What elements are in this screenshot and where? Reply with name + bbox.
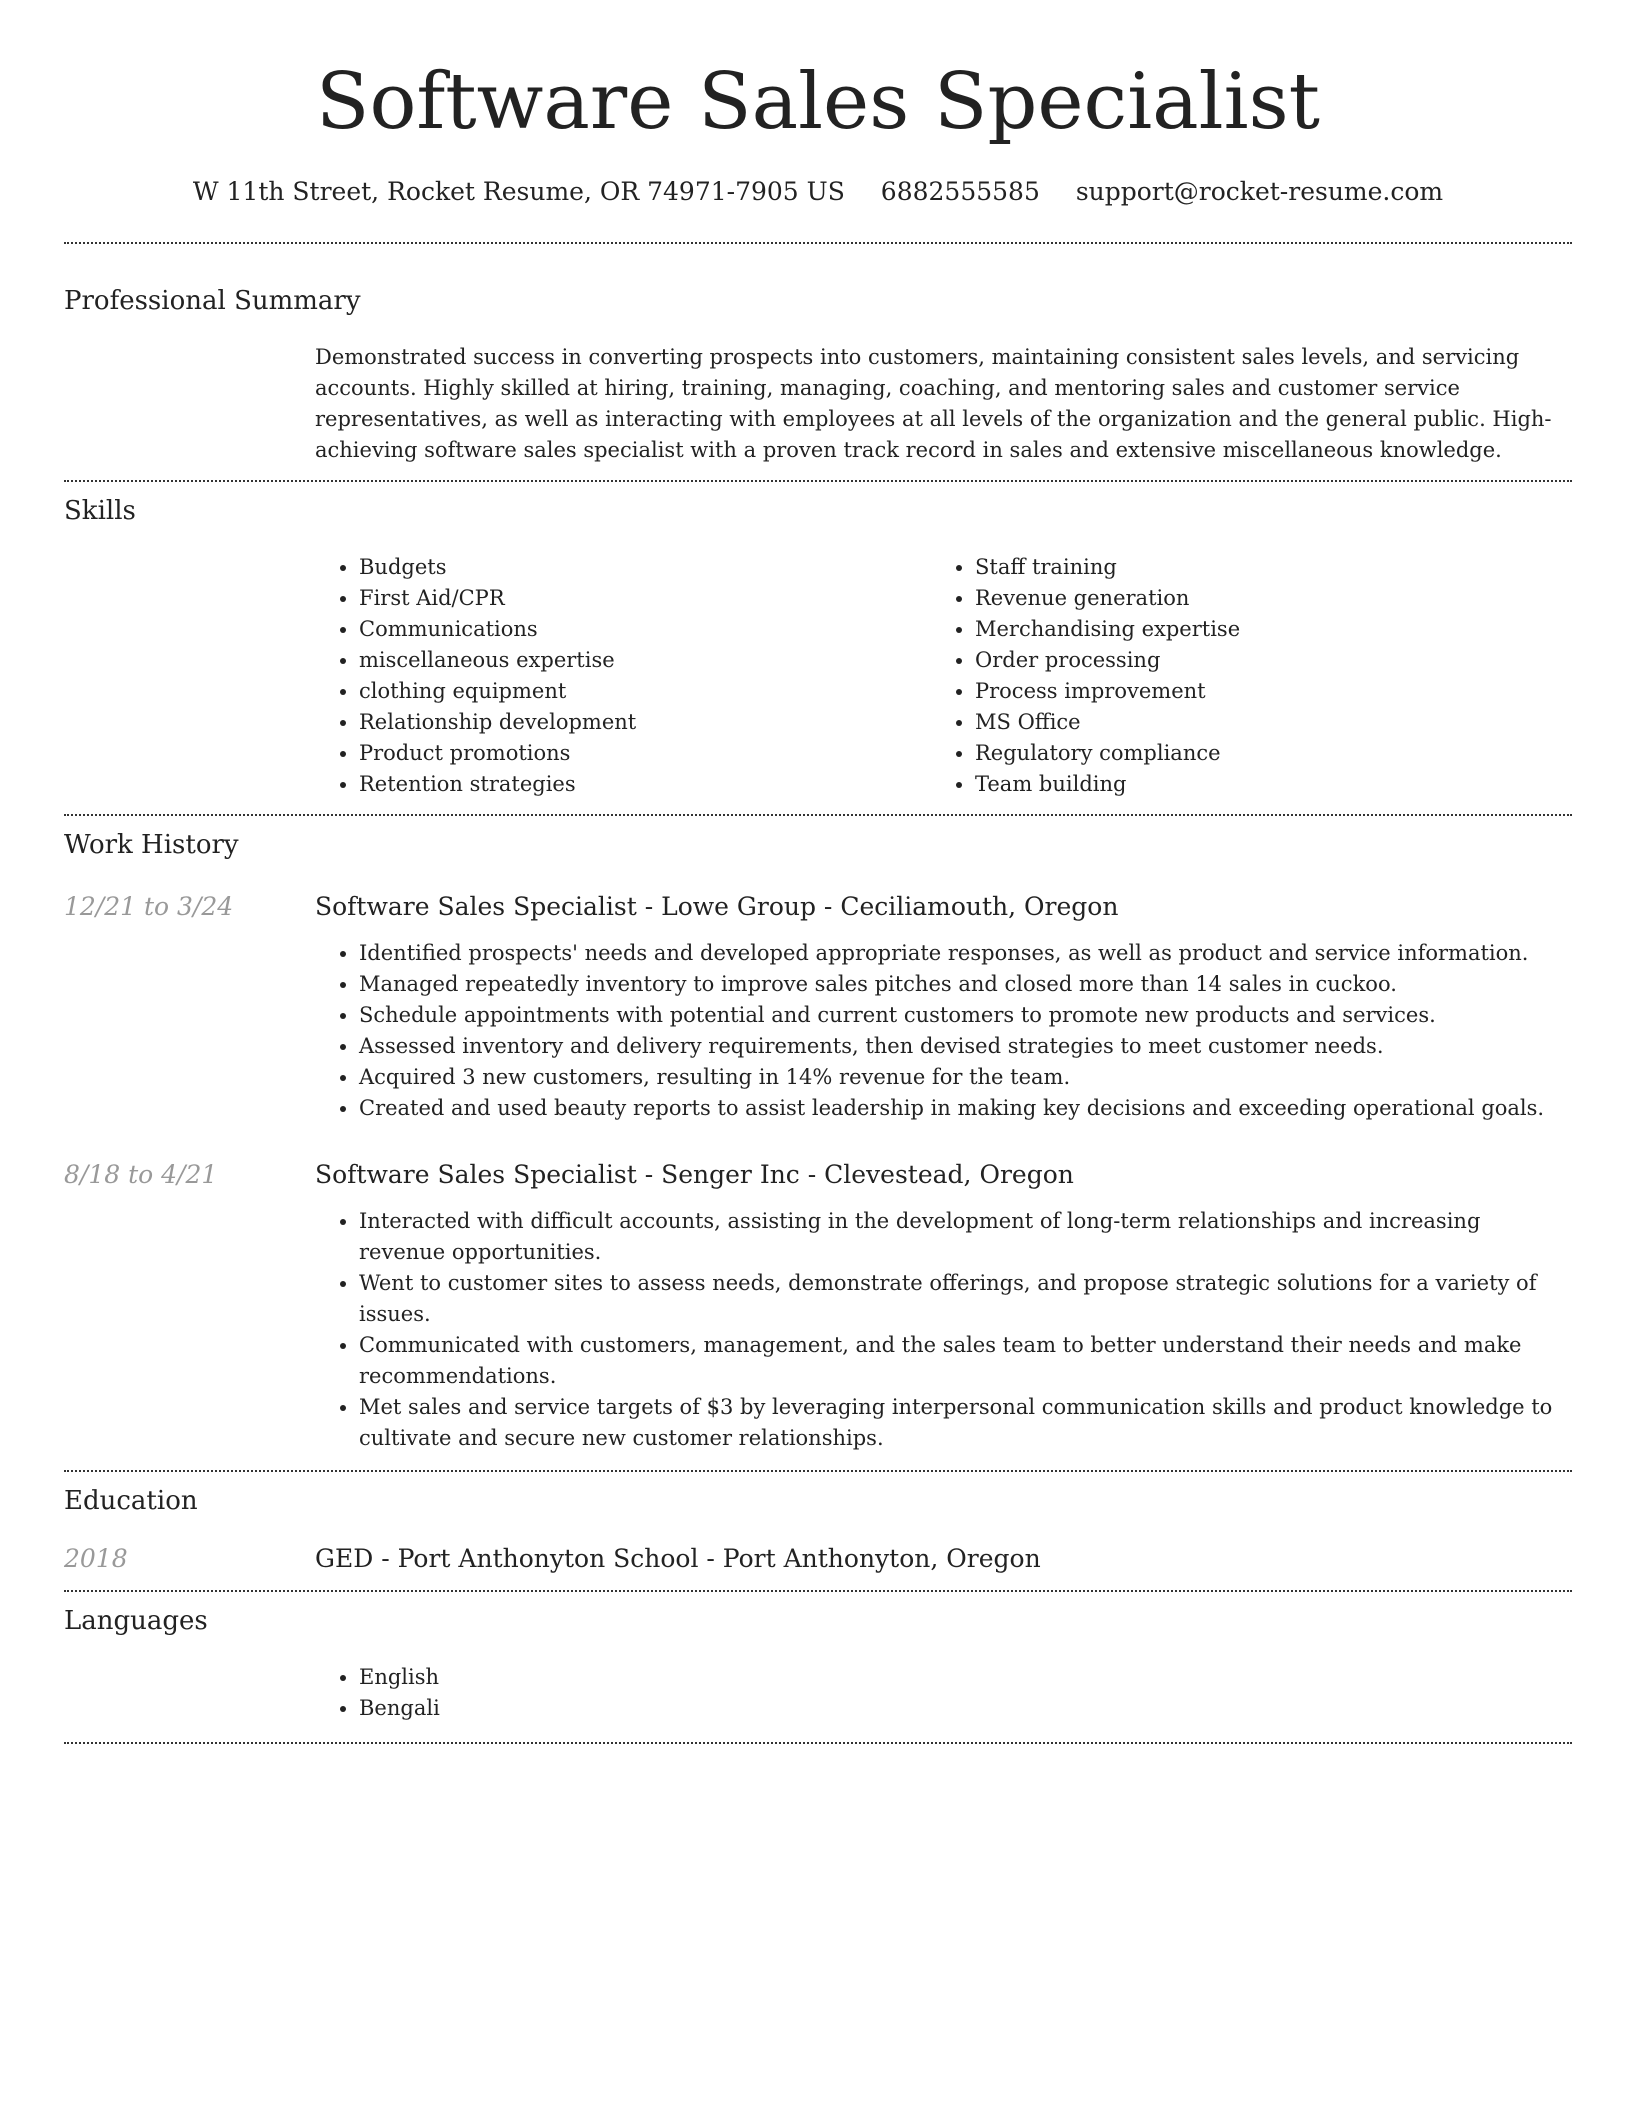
contact-line (64, 176, 1572, 208)
section-divider (64, 1590, 1572, 1592)
contact-address: W 11th Street, Rocket Resume, OR 74971-7905 US (192, 177, 845, 206)
languages-heading: Languages (64, 1606, 208, 1636)
job-entry (64, 890, 1572, 924)
language-item: • English (359, 1662, 1572, 1693)
section-divider (64, 1742, 1572, 1744)
skills-list-left (315, 552, 931, 800)
skill-item: • Team building (975, 769, 1547, 800)
skill-item: • Revenue generation (975, 583, 1547, 614)
education-year: 2018 (64, 1544, 128, 1573)
skill-item: • Order processing (975, 645, 1547, 676)
skill-item: • Merchandising expertise (975, 614, 1547, 645)
skills-heading: Skills (64, 496, 136, 526)
resume-name: Software Sales Specialist (316, 57, 1320, 147)
summary-section (64, 284, 1572, 480)
skill-item: • First Aid/CPR (359, 583, 931, 614)
skill-item: • Communications (359, 614, 931, 645)
job-heading: Software Sales Specialist - Lowe Group - Ceciliamouth, Oregon (315, 892, 1119, 921)
job-bullet: • Managed repeatedly inventory to improve sales pitches and closed more than 14 sales in cuckoo. (359, 969, 1572, 1000)
language-item: • Bengali (359, 1693, 1572, 1724)
job-bullets (315, 1206, 1572, 1454)
skills-section (64, 494, 1572, 814)
job-bullet: • Communicated with customers, management, and the sales team to better understand their needs and make recommendations. (359, 1330, 1572, 1392)
summary-heading: Professional Summary (64, 286, 361, 316)
skill-item: • Retention strategies (359, 769, 931, 800)
job-bullet: • Schedule appointments with potential and current customers to promote new products and services. (359, 1000, 1572, 1031)
skill-item: • miscellaneous expertise (359, 645, 931, 676)
job-bullet: • Identified prospects' needs and developed appropriate responses, as well as product and service information. (359, 938, 1572, 969)
skill-item: • Process improvement (975, 676, 1547, 707)
work-history-heading: Work History (64, 830, 239, 860)
education-detail: GED - Port Anthonyton School - Port Anthonyton, Oregon (315, 1544, 1041, 1573)
job-dates: 8/18 to 4/21 (64, 1160, 218, 1189)
skills-list-right (931, 552, 1547, 800)
skill-item: • Product promotions (359, 738, 931, 769)
job-bullet: • Assessed inventory and delivery requirements, then devised strategies to meet customer needs. (359, 1031, 1572, 1062)
work-history-section (64, 828, 1572, 1470)
job-bullets (315, 938, 1572, 1124)
education-entry (64, 1542, 1572, 1576)
job-bullet: • Acquired 3 new customers, resulting in 14% revenue for the team. (359, 1062, 1572, 1093)
job-bullet: • Interacted with difficult accounts, assisting in the development of long-term relationships and increasing revenue opportunities. (359, 1206, 1572, 1268)
summary-text: Demonstrated success in converting prospects into customers, maintaining consistent sales levels, and servicing accounts. Highly skilled at hiring, training, managing, coaching, and mentoring sales and customer service representatives, as well as interacting with employees at all levels of the organization and the general public. High-achieving software sales specialist with a proven track record in sales and extensive miscellaneous knowledge. (315, 345, 1552, 462)
resume-page (64, 0, 1572, 1744)
section-divider (64, 814, 1572, 816)
skill-item: • Budgets (359, 552, 931, 583)
contact-phone: 6882555585 (880, 177, 1040, 206)
languages-list (315, 1662, 1572, 1724)
skill-item: • Staff training (975, 552, 1547, 583)
job-heading: Software Sales Specialist - Senger Inc - Clevestead, Oregon (315, 1160, 1074, 1189)
job-bullet: • Created and used beauty reports to assist leadership in making key decisions and exceeding operational goals. (359, 1093, 1572, 1124)
job-entry (64, 1158, 1572, 1192)
skill-item: • Regulatory compliance (975, 738, 1547, 769)
contact-email[interactable]: support@rocket-resume.com (1075, 177, 1444, 206)
section-divider (64, 242, 1572, 244)
skill-item: • clothing equipment (359, 676, 931, 707)
languages-section (64, 1604, 1572, 1742)
job-dates: 12/21 to 3/24 (64, 892, 234, 921)
education-section (64, 1484, 1572, 1590)
skill-item: • Relationship development (359, 707, 931, 738)
section-divider (64, 480, 1572, 482)
job-bullet: • Met sales and service targets of $3 by leveraging interpersonal communication skills and product knowledge to cultivate and secure new customer relationships. (359, 1392, 1572, 1454)
job-bullet: • Went to customer sites to assess needs, demonstrate offerings, and propose strategic solutions for a variety of issues. (359, 1268, 1572, 1330)
section-divider (64, 1470, 1572, 1472)
skill-item: • MS Office (975, 707, 1547, 738)
education-heading: Education (64, 1486, 198, 1516)
